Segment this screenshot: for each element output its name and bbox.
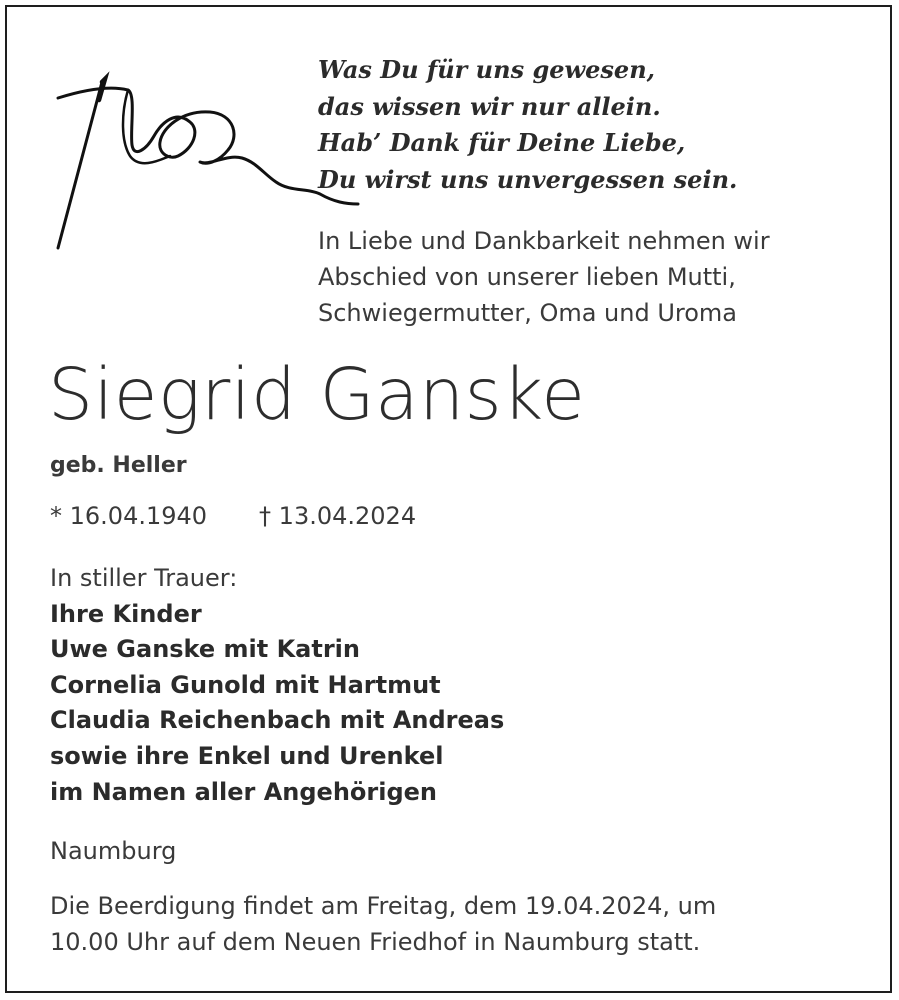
death-date: † 13.04.2024	[259, 502, 417, 530]
memorial-poem	[318, 52, 858, 198]
mourner-line: Uwe Ganske mit Katrin	[50, 635, 360, 664]
mourner-line: Cornelia Gunold mit Hartmut	[50, 670, 441, 699]
farewell-intro	[318, 223, 878, 331]
funeral-line: 10.00 Uhr auf dem Neuen Friedhof in Naumburg statt.	[50, 928, 701, 956]
poem-line: Du wirst uns unvergessen sein.	[318, 164, 738, 194]
mourner-line: Claudia Reichenbach mit Andreas	[50, 706, 505, 735]
maiden-name: geb. Heller	[50, 453, 187, 478]
deceased-name: Siegrid Ganske	[48, 353, 586, 436]
birth-date: * 16.04.1940	[50, 502, 208, 530]
mourner-line: sowie ihre Enkel und Urenkel	[50, 741, 444, 770]
intro-line: In Liebe und Dankbarkeit nehmen wir	[318, 227, 770, 255]
poem-line: Was Du für uns gewesen,	[318, 55, 656, 84]
mourner-line: Ihre Kinder	[50, 599, 202, 628]
mourner-line: im Namen aller Angehörigen	[50, 777, 438, 806]
poem-line: Hab’ Dank für Deine Liebe,	[318, 128, 686, 157]
mourners-heading: In stiller Trauer:	[50, 564, 238, 592]
place-name: Naumburg	[50, 837, 177, 865]
funeral-line: Die Beerdigung findet am Freitag, dem 19.04.2024, um	[50, 892, 717, 920]
life-dates	[50, 498, 416, 534]
poem-line: das wissen wir nur allein.	[318, 91, 661, 121]
intro-line: Schwiegermutter, Oma und Uroma	[318, 299, 738, 327]
funeral-notice	[50, 888, 716, 960]
mourners-list	[50, 561, 504, 810]
intro-line: Abschied von unserer lieben Mutti,	[318, 263, 736, 291]
